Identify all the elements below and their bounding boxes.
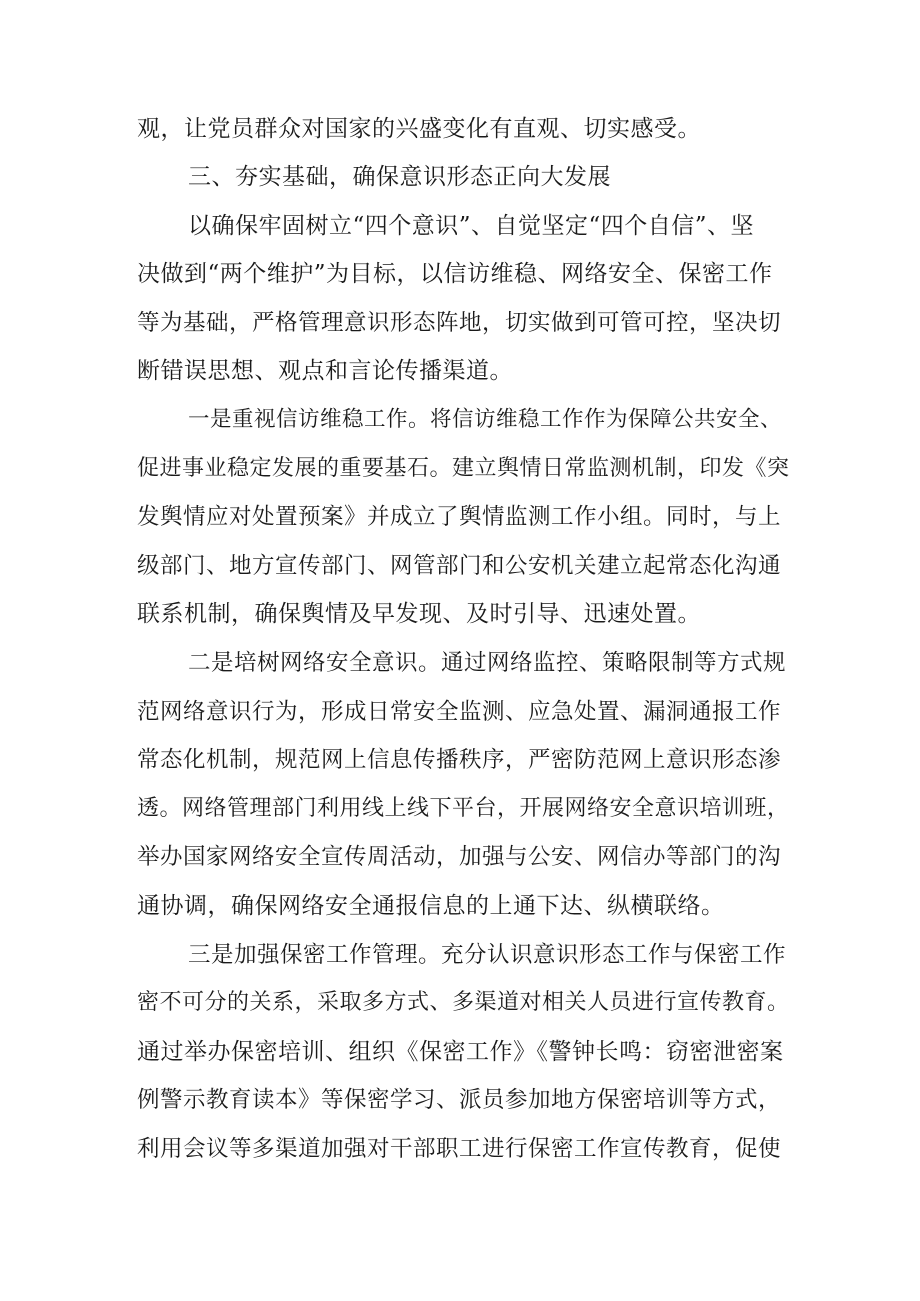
section-heading: 三、夯实基础，确保意识形态正向大发展 <box>188 164 611 190</box>
text-line: 一是重视信访维稳工作。将信访维稳工作作为保障公共安全、 <box>188 407 783 432</box>
text-line: 通协调，确保网络安全通报信息的上通下达、纵横联络。 <box>137 893 725 919</box>
text-line: 二是培树网络安全意识。通过网络监控、策略限制等方式规 <box>188 650 787 676</box>
text-line: 联系机制，确保舆情及早发现、及时引导、迅速处置。 <box>137 601 701 627</box>
text-line: 三是加强保密工作管理。充分认识意识形态工作与保密工作 <box>188 942 787 968</box>
text-line: 级部门、地方宣传部门、网管部门和公安机关建立起常态化沟通 <box>137 553 782 579</box>
text-line: 等为基础，严格管理意识形态阵地，切实做到可管可控，坚决切 <box>137 310 782 336</box>
text-line: 密不可分的关系，采取多方式、多渠道对相关人员进行宣传教育。 <box>137 990 790 1015</box>
text-line: 决做到“两个维护”为目标，以信访维稳、网络安全、保密工作 <box>137 261 773 287</box>
text-line: 例警示教育读本》等保密学习、派员参加地方保密培训等方式， <box>137 1087 782 1113</box>
text-line: 常态化机制，规范网上信息传播秩序，严密防范网上意识形态渗 <box>137 747 782 773</box>
text-line: 透。网络管理部门利用线上线下平台，开展网络安全意识培训班， <box>137 796 790 821</box>
text-line: 以确保牢固树立“四个意识”、自觉坚定“四个自信”、坚 <box>188 213 755 239</box>
text-line: 利用会议等多渠道加强对干部职工进行保密工作宣传教育，促使 <box>137 1136 782 1162</box>
text-line: 断错误思想、观点和言论传播渠道。 <box>137 358 513 384</box>
text-line: 促进事业稳定发展的重要基石。建立舆情日常监测机制，印发《突 <box>137 456 790 481</box>
text-line: 观，让党员群众对国家的兴盛变化有直观、切实感受。 <box>137 116 701 142</box>
text-line: 范网络意识行为，形成日常安全监测、应急处置、漏洞通报工作 <box>137 699 782 725</box>
text-line: 举办国家网络安全宣传周活动，加强与公安、网信办等部门的沟 <box>137 844 782 870</box>
text-line: 发舆情应对处置预案》并成立了舆情监测工作小组。同时，与上 <box>137 504 782 530</box>
text-line: 通过举办保密培训、组织《保密工作》《警钟长鸣：窃密泄密案 <box>137 1039 784 1065</box>
